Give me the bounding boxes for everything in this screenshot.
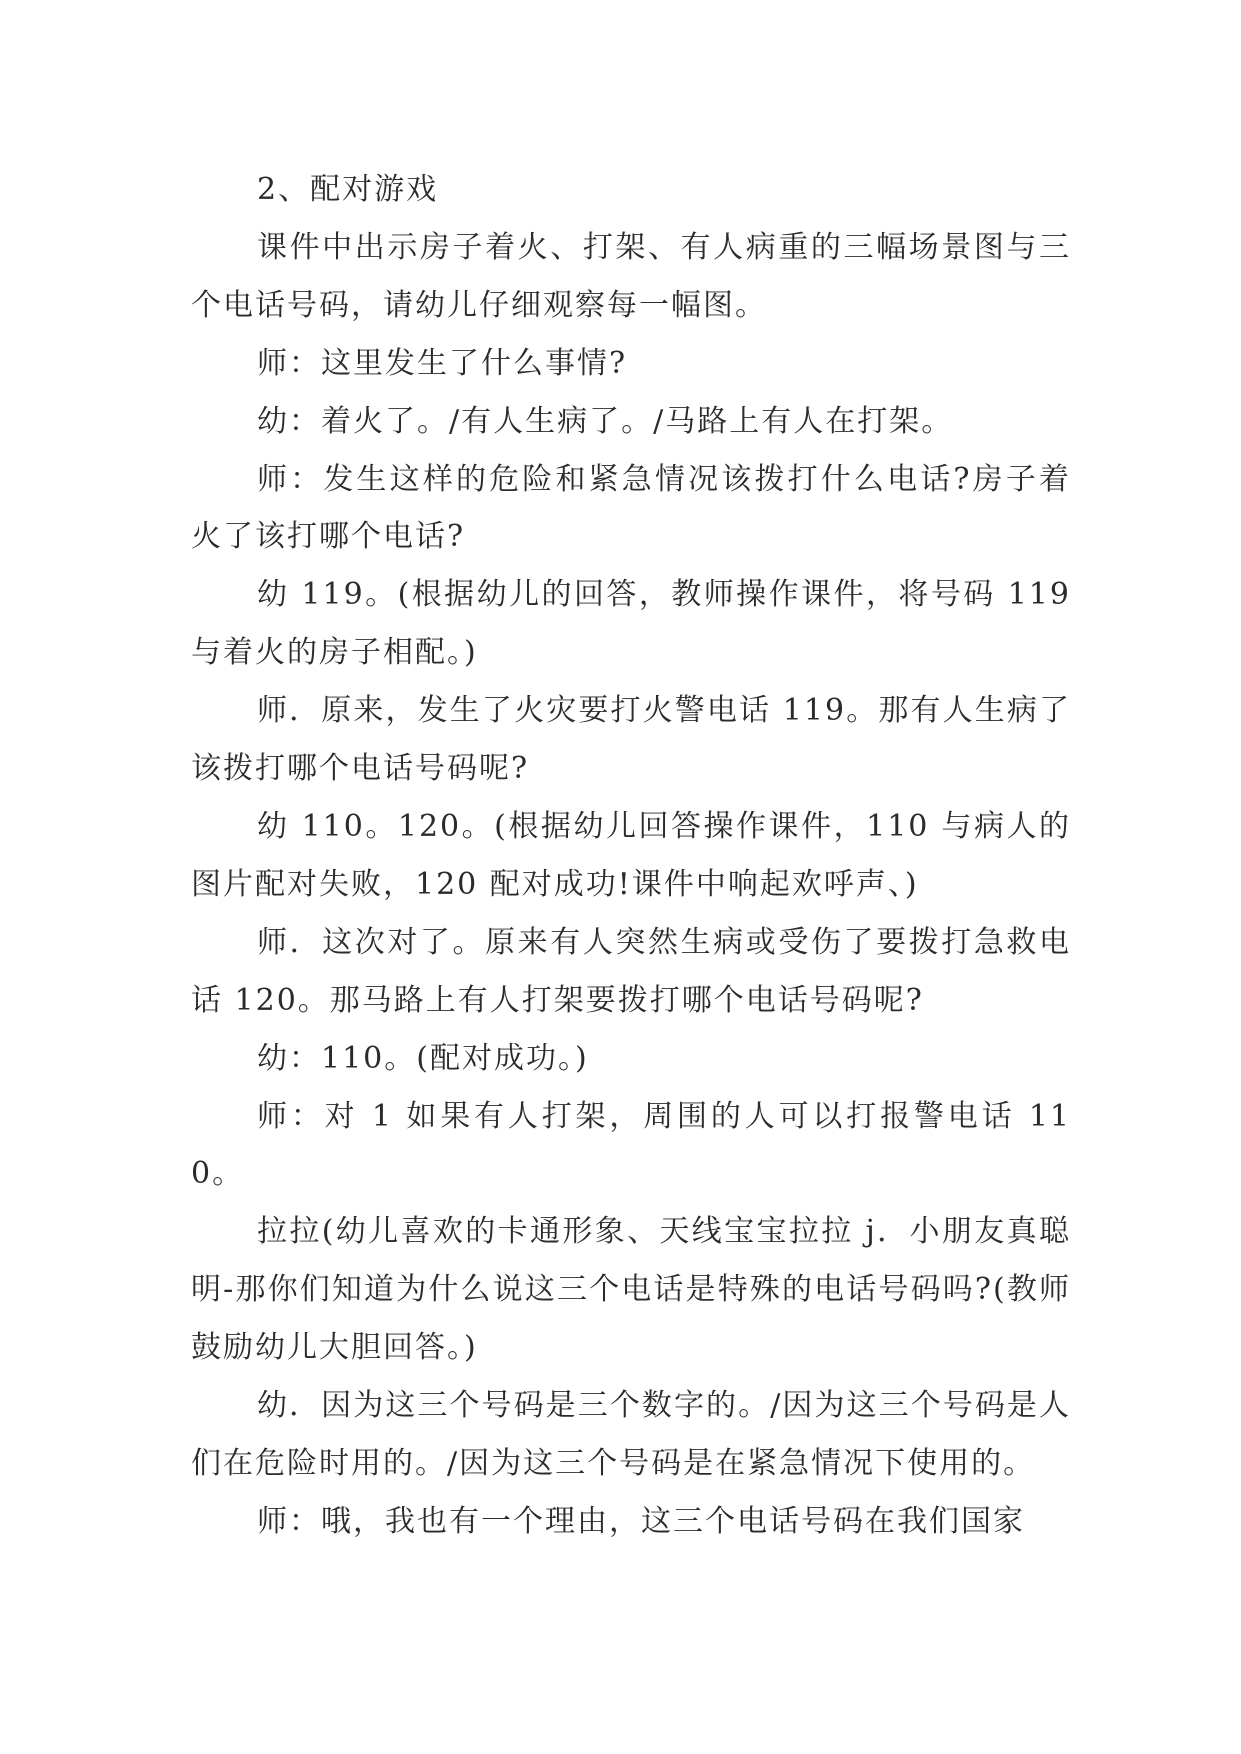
paragraph: 师．原来，发生了火灾要打火警电话 119。那有人生病了该拨打哪个电话号码呢? xyxy=(191,693,1071,787)
paragraph: 师：对 1 如果有人打架，周围的人可以打报警电话 110。 xyxy=(191,1098,1071,1192)
paragraph: 师：发生这样的危险和紧急情况该拨打什么电话?房子着火了该打哪个电话? xyxy=(191,461,1071,555)
paragraph: 幼 110。120。(根据幼儿回答操作课件，110 与病人的图片配对失败，120 配对成功!课件中响起欢呼声、) xyxy=(191,808,1071,902)
paragraph: 课件中出示房子着火、打架、有人病重的三幅场景图与三个电话号码，请幼儿仔细观察每一幅图。 xyxy=(191,229,1071,323)
paragraph: 师．这次对了。原来有人突然生病或受伤了要拨打急救电话 120。那马路上有人打架要拨打哪个电话号码呢? xyxy=(191,924,1071,1018)
paragraph: 幼：110。(配对成功。) xyxy=(257,1040,589,1076)
paragraph: 师：这里发生了什么事情? xyxy=(257,345,628,381)
paragraph: 拉拉(幼儿喜欢的卡通形象、天线宝宝拉拉 j．小朋友真聪明-那你们知道为什么说这三个电话是特殊的电话号码吗?(教师鼓励幼儿大胆回答。) xyxy=(191,1214,1071,1366)
paragraph: 幼：着火了。/有人生病了。/马路上有人在打架。 xyxy=(257,403,954,439)
document-body xyxy=(191,161,1071,1551)
paragraph: 幼 119。(根据幼儿的回答，教师操作课件，将号码 119 与着火的房子相配。) xyxy=(191,577,1071,671)
paragraph: 幼．因为这三个号码是三个数字的。/因为这三个号码是人们在危险时用的。/因为这三个号码是在紧急情况下使用的。 xyxy=(191,1388,1071,1481)
paragraph: 师：哦，我也有一个理由，这三个电话号码在我们国家 xyxy=(257,1503,1025,1539)
section-heading: 2、配对游戏 xyxy=(257,172,439,207)
